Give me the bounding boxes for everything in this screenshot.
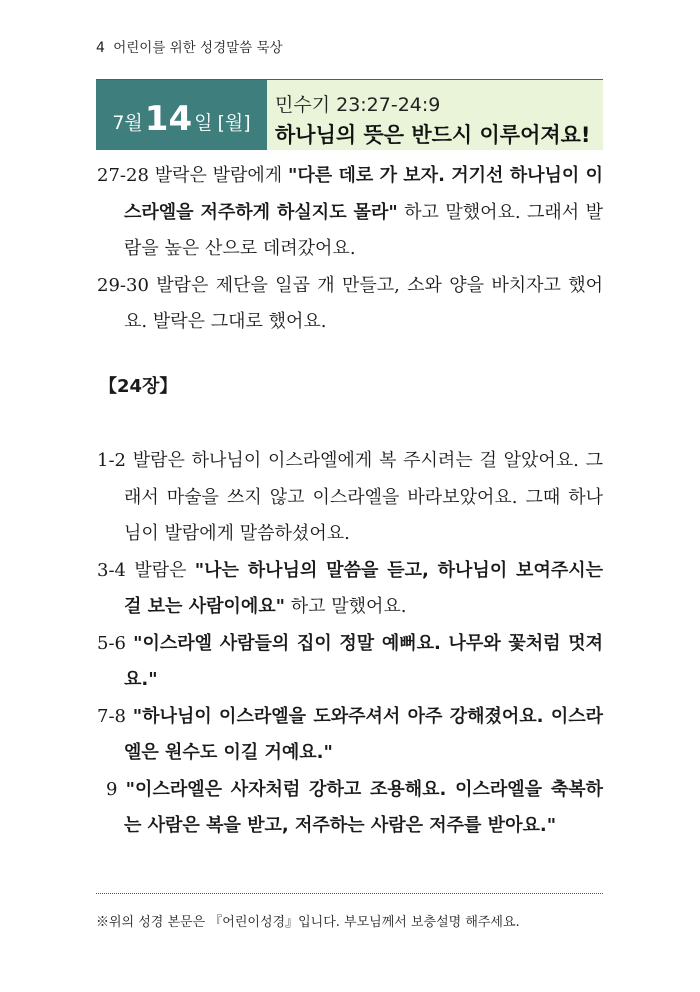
verse-quote: "하나님이 이스라엘을 도와주셔서 아주 강해졌어요. 이스라엘은 원수도 이길 거예요."	[124, 705, 603, 763]
verse-text: 발람은	[134, 559, 195, 581]
verse-paragraph	[97, 268, 603, 341]
verse-paragraph	[97, 158, 603, 268]
date-month: 7월	[112, 112, 143, 135]
verse-quote: "나는 하나님의 말씀을 듣고, 하나님이 보여주시는 걸 보는 사람이에요"	[124, 559, 603, 617]
verse-text: 발람은 하나님이 이스라엘에게 복 주시려는 걸 알았어요. 그래서 마술을 쓰지 않고 이스라엘을 바라보았어요. 그때 하나님이 발람에게 말씀하셨어요.	[124, 450, 603, 544]
verse-paragraph	[97, 443, 603, 553]
verse-text: 발람은 제단을 일곱 개 만들고, 소와 양을 바치자고 했어요. 발락은 그대로 했어요.	[124, 274, 603, 332]
verse-number: 7-8	[97, 705, 126, 727]
verses-part-2	[97, 443, 603, 845]
verse-quote: "다른 데로 가 보자. 거기선 하나님이 이스라엘을 저주하게 하실지도 몰라"	[124, 165, 603, 223]
title-box	[96, 79, 603, 150]
verse-text: 하고 말했어요.	[285, 596, 407, 617]
verse-number: 27-28	[97, 165, 149, 186]
date-day-unit: 일	[194, 112, 213, 135]
book-title: 어린이를 위한 성경말씀 묵상	[113, 40, 283, 56]
page-number: 4	[96, 40, 105, 56]
reference-box	[267, 80, 603, 150]
verse-paragraph	[97, 699, 603, 772]
verse-number: 29-30	[97, 274, 149, 296]
scripture-reference: 민수기 23:27-24:9	[275, 94, 441, 116]
verse-number: 1-2	[97, 450, 126, 471]
verse-text: 하고 말했어요. 그래서 발람을 높은 산으로 데려갔어요.	[124, 201, 604, 259]
footnote-divider	[96, 893, 603, 894]
verse-quote: "이스라엘 사람들의 집이 정말 예뻐요. 나무와 꽃처럼 멋져요."	[124, 632, 603, 690]
footnote: ※위의 성경 본문은 『어린이성경』입니다. 부모님께서 보충설명 해주세요.	[96, 915, 520, 930]
date-box	[96, 80, 267, 150]
verse-text: 발락은 발람에게	[154, 165, 288, 186]
verse-paragraph	[97, 772, 603, 845]
chapter-label: 【24장】	[99, 375, 178, 397]
running-head	[96, 36, 283, 56]
date-weekday: [월]	[217, 112, 251, 135]
verse-number: 3-4	[97, 559, 126, 581]
scripture-body	[97, 158, 603, 845]
date-day: 14	[144, 99, 193, 139]
verse-paragraph	[97, 553, 603, 626]
verse-number: 9	[106, 778, 118, 800]
verses-part-1	[97, 158, 603, 341]
verse-paragraph	[97, 626, 603, 699]
page-heading: 하나님의 뜻은 반드시 이루어져요!	[275, 123, 591, 147]
verse-quote: "이스라엘은 사자처럼 강하고 조용해요. 이스라엘을 축복하는 사람은 복을 받고, 저주하는 사람은 저주를 받아요."	[124, 778, 603, 836]
verse-number: 5-6	[97, 632, 126, 654]
